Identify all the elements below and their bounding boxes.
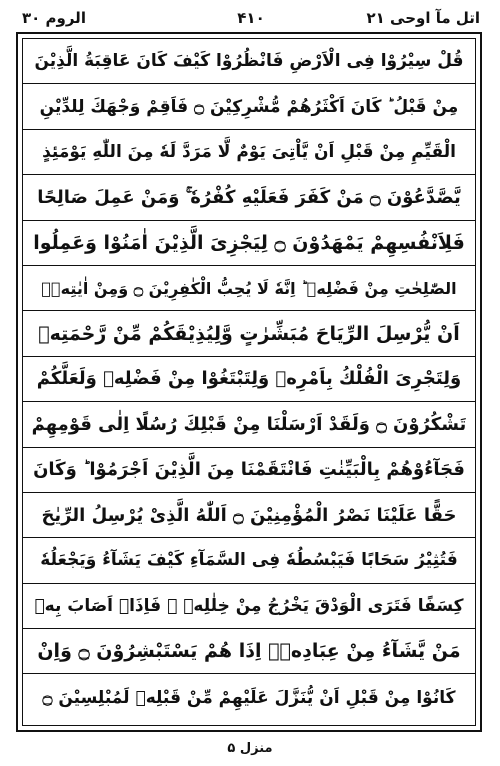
manzil-label: منزل ۵ bbox=[227, 741, 273, 756]
surah-name-label: الروم ۳۰ bbox=[22, 9, 86, 27]
verse-line bbox=[23, 538, 475, 583]
verse-line-text: تَشْكُرُوْنَ ۝ وَلَقَدْ اَرْسَلْنَا مِنْ قَبْلِكَ رُسُلًا اِلٰى قَوْمِهِمْ bbox=[31, 413, 467, 435]
verse-line-text: كَانُوْا مِنْ قَبْلِ اَنْ يُّنَزَّلَ عَلَيْهِمْ مِّنْ قَبْلِهٖ لَمُبْلِسِيْنَ ۝ bbox=[42, 687, 456, 708]
verse-line bbox=[23, 402, 475, 447]
verse-line bbox=[23, 493, 475, 538]
verse-line bbox=[23, 674, 475, 719]
page-header bbox=[16, 6, 486, 30]
verse-line bbox=[23, 311, 475, 356]
verse-line-text: الصّٰلِحٰتِ مِنْ فَضْلِهٖ ؕ اِنَّهٗ لَا يُحِبُّ الْكٰفِرِيْنَ ۝ وَمِنْ اٰيٰتِهٖۤ bbox=[41, 278, 457, 298]
verse-line bbox=[23, 448, 475, 493]
verse-line-text: مَنْ يَّشَآءُ مِنْ عِبَادِهٖۤ اِذَا هُمْ يَسْتَبْشِرُوْنَ ۝ وَاِنْ bbox=[37, 640, 461, 663]
verse-line bbox=[23, 130, 475, 175]
juz-name-label: اتل مآ اوحی ۲۱ bbox=[366, 9, 480, 27]
verse-line bbox=[23, 84, 475, 129]
verse-line bbox=[23, 584, 475, 629]
verse-line-text: اَنْ يُّرْسِلَ الرِّيَاحَ مُبَشِّرٰتٍ وَّلِيُذِيْقَكُمْ مِّنْ رَّحْمَتِهٖ bbox=[38, 322, 460, 345]
verse-line-text: كِسَفًا فَتَرَى الْوَدْقَ يَخْرُجُ مِنْ خِلٰلِهٖ ۚ فَاِذَاۤ اَصَابَ بِهٖ bbox=[34, 595, 464, 616]
verse-line-text: وَلِتَجْرِىَ الْفُلْكُ بِاَمْرِهٖ وَلِتَبْتَغُوْا مِنْ فَضْلِهٖ وَلَعَلَّكُمْ bbox=[36, 368, 462, 390]
verse-line-text: مِنْ قَبْلُ ؕ كَانَ اَكْثَرُهُمْ مُّشْرِكِيْنَ ۝ فَاَقِمْ وَجْهَكَ لِلدِّيْنِ bbox=[39, 97, 459, 118]
verse-line bbox=[23, 266, 475, 311]
verse-lines bbox=[23, 39, 475, 725]
verse-line-text: يَّصَّدَّعُوْنَ ۝ مَنْ كَفَرَ فَعَلَيْهِ كُفْرُهٗ ۚ وَمَنْ عَمِلَ صَالِحًا bbox=[37, 186, 461, 208]
verse-line-text: الْقَيِّمِ مِنْ قَبْلِ اَنْ يَّاْتِىَ يَوْمٌ لَّا مَرَدَّ لَهٗ مِنَ اللّٰهِ يَوْمَئِذٍ bbox=[42, 141, 456, 162]
text-border-frame bbox=[16, 32, 482, 732]
page-footer bbox=[0, 738, 500, 760]
verse-line-text: حَقًّا عَلَيْنَا نَصْرُ الْمُؤْمِنِيْنَ ۝ اَللّٰهُ الَّذِىْ يُرْسِلُ الرِّيٰحَ bbox=[41, 504, 457, 526]
verse-line bbox=[23, 357, 475, 402]
verse-line-text: فَتُثِيْرُ سَحَابًا فَيَبْسُطُهٗ فِى السَّمَآءِ كَيْفَ يَشَآءُ وَيَجْعَلُهٗ bbox=[40, 550, 458, 571]
verse-line bbox=[23, 175, 475, 220]
verse-line-text: فَلِاَنْفُسِهِمْ يَمْهَدُوْنَ ۝ لِيَجْزِىَ الَّذِيْنَ اٰمَنُوْا وَعَمِلُوا bbox=[33, 231, 465, 254]
verse-line-text: قُلْ سِيْرُوْا فِى الْاَرْضِ فَانْظُرُوْا كَيْفَ كَانَ عَاقِبَةُ الَّذِيْنَ bbox=[34, 51, 464, 72]
page-number: ۴۱۰ bbox=[237, 9, 265, 27]
verse-line bbox=[23, 221, 475, 266]
text-inner-frame bbox=[22, 38, 476, 726]
verse-line-text: فَجَآءُوْهُمْ بِالْبَيِّنٰتِ فَانْتَقَمْنَا مِنَ الَّذِيْنَ اَجْرَمُوْا ؕ وَكَانَ bbox=[33, 459, 465, 481]
verse-line bbox=[23, 39, 475, 84]
verse-line bbox=[23, 629, 475, 674]
